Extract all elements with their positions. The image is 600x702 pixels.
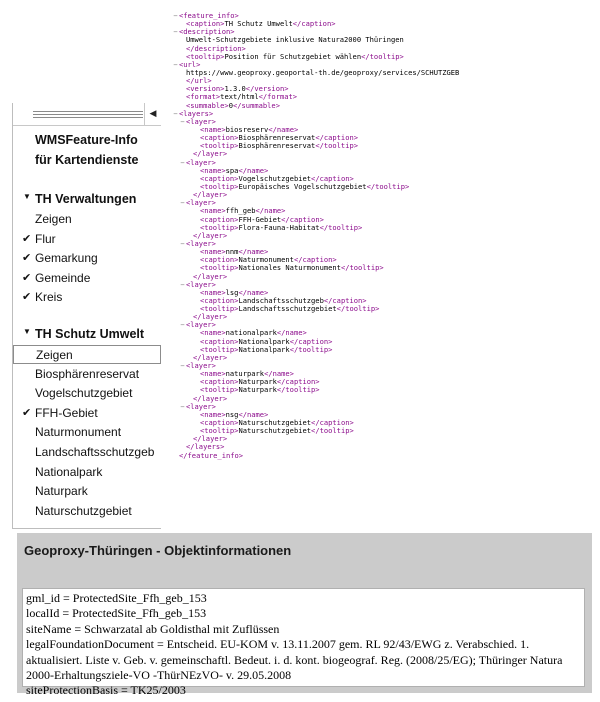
object-info-content: [22, 588, 585, 698]
xml-tag: </tooltip>: [315, 142, 359, 151]
xml-tag: </layer>: [193, 313, 228, 322]
xml-line: [172, 452, 597, 460]
xml-tag: <caption>: [200, 215, 239, 224]
xml-tag: </tooltip>: [340, 264, 384, 273]
xml-line: [172, 321, 597, 329]
xml-tag: </url>: [186, 77, 212, 86]
collapse-node-icon[interactable]: −: [180, 321, 185, 330]
xml-tag: </layer>: [193, 231, 228, 240]
xml-tag: </feature_info>: [179, 451, 244, 460]
xml-tag: </tooltip>: [361, 52, 404, 61]
xml-tag: </version>: [245, 85, 289, 94]
xml-line: [172, 20, 597, 28]
xml-text: naturpark: [225, 370, 265, 379]
xml-tag: <feature_info>: [179, 12, 239, 20]
menu-item-naturpark[interactable]: [13, 482, 161, 501]
xml-text: Flora-Fauna-Habitat: [238, 223, 320, 232]
xml-tag: <tooltip>: [200, 182, 239, 191]
xml-line: [172, 362, 597, 370]
xml-line: [172, 435, 597, 443]
xml-text: 1.3.0: [224, 85, 246, 94]
info-attribute-line: gml_id = ProtectedSite_Ffh_geb_153: [26, 591, 207, 605]
xml-line: [172, 142, 597, 150]
xml-line: [172, 167, 597, 175]
xml-line: [172, 378, 597, 386]
xml-text: Naturschutzgebiet: [238, 427, 312, 436]
xml-tag: </caption>: [276, 378, 320, 387]
xml-tag: <layer>: [186, 321, 216, 330]
menu-item-kreis[interactable]: [13, 288, 161, 307]
xml-line: [172, 338, 597, 346]
menu-item-label: Flur: [35, 231, 56, 246]
menu-item-flur[interactable]: [13, 230, 161, 249]
xml-line: [172, 216, 597, 224]
xml-tag: <caption>: [200, 337, 239, 346]
checkmark-icon: ✔: [22, 252, 32, 265]
xml-tag: <url>: [179, 60, 201, 69]
xml-line: [172, 183, 597, 191]
xml-tag: <name>: [200, 125, 226, 134]
xml-line: [172, 175, 597, 183]
xml-tag: </description>: [186, 44, 246, 53]
xml-tag: </name>: [238, 248, 269, 257]
xml-text: Vogelschutzgebiet: [238, 174, 312, 183]
xml-tag: <tooltip>: [200, 386, 239, 395]
xml-tag: <layer>: [186, 280, 216, 289]
triangle-down-icon: ▼: [23, 192, 31, 201]
menu-item-label: Biosphärenreservat: [35, 366, 140, 381]
menu-item-nationalpark[interactable]: [13, 463, 161, 482]
xml-tag: </caption>: [315, 134, 359, 143]
xml-tag: </layers>: [186, 443, 225, 452]
info-attribute-line: legalFoundationDocument = Entscheid. EU-KOM v. 13.11.2007 gem. RL 92/43/EWG z. Verabschied. 1. aktualisiert. Liste v. Geb. v. gemeinschaftl. Bedeut. i. d. kont. biogeograf. Reg. (2008/25/EG); Thüringer Natura 2000-Erhaltungsziele-VO -ThürNEzVO- v. 29.05.2008: [26, 637, 563, 683]
xml-tag: </name>: [276, 329, 307, 338]
xml-text: nationalpark: [225, 329, 277, 338]
xml-line: [172, 403, 597, 411]
menu-item-label: Naturschutzgebiet: [35, 503, 132, 518]
xml-tag: </layer>: [193, 353, 228, 362]
xml-line: [172, 85, 597, 93]
xml-tag: <caption>: [200, 256, 239, 265]
menu-item-ffh-gebiet[interactable]: [13, 404, 161, 423]
xml-text: lsg: [225, 288, 239, 297]
xml-tag: </tooltip>: [311, 427, 354, 436]
xml-text: spa: [225, 166, 239, 175]
xml-tag: </layer>: [193, 394, 228, 403]
xml-tag: </format>: [258, 93, 298, 102]
xml-line: [172, 313, 597, 321]
xml-text: ffh_geb: [225, 207, 256, 216]
menu-item-label: Gemarkung: [35, 251, 98, 266]
xml-line: [172, 370, 597, 378]
collapse-node-icon[interactable]: −: [180, 158, 185, 167]
collapse-node-icon[interactable]: −: [173, 109, 178, 118]
xml-text: Naturmonument: [238, 256, 294, 265]
layer-menu: [12, 103, 161, 529]
xml-line: [172, 28, 597, 36]
xml-text: Nationales Naturmonument: [238, 264, 341, 273]
xml-tag: </tooltip>: [276, 386, 320, 395]
xml-tag: <version>: [186, 85, 225, 94]
xml-tag: </name>: [238, 166, 269, 175]
xml-tag: </caption>: [311, 419, 354, 428]
xml-text: Biosphärenreservat: [238, 142, 316, 151]
xml-tag: <tooltip>: [200, 305, 239, 314]
xml-line: [172, 224, 597, 232]
xml-line: [172, 126, 597, 134]
checkmark-icon: ✔: [22, 271, 32, 284]
menu-item-gemarkung[interactable]: [13, 249, 161, 268]
xml-tag: <tooltip>: [200, 142, 239, 151]
xml-line: [172, 264, 597, 272]
xml-text: Nationalpark: [238, 345, 290, 354]
object-info-panel: [17, 533, 592, 698]
menu-item-label: Naturmonument: [35, 425, 122, 440]
xml-line: [172, 159, 597, 167]
collapse-node-icon[interactable]: −: [180, 402, 185, 411]
xml-line: [172, 395, 597, 403]
xml-line: [172, 354, 597, 362]
xml-tag: </layer>: [193, 272, 228, 281]
xml-tag: <name>: [200, 410, 226, 419]
menu-item-landschaftsschutzgeb[interactable]: [13, 443, 161, 462]
xml-line: [172, 53, 597, 61]
xml-line: [172, 61, 597, 69]
xml-line: [172, 297, 597, 305]
drag-grip-line[interactable]: [33, 114, 143, 115]
menu-item-zeigen[interactable]: [13, 210, 161, 229]
xml-tag: <caption>: [200, 296, 239, 305]
xml-tag: <layer>: [186, 239, 216, 248]
xml-tag: </tooltip>: [319, 223, 363, 232]
xml-tag: <layer>: [186, 158, 216, 167]
menu-item-label: Zeigen: [35, 212, 72, 226]
xml-line: [172, 110, 597, 118]
xml-tag: </summable>: [233, 101, 280, 110]
xml-tag: <layers>: [179, 109, 214, 118]
xml-tag: <name>: [200, 288, 226, 297]
xml-text: Naturpark: [238, 386, 277, 395]
menu-item-label: Kreis: [35, 290, 63, 305]
xml-text: Landschaftsschutzgeb: [238, 296, 324, 305]
xml-text: 0: [228, 101, 233, 110]
xml-text: https://www.geoproxy.geoportal-th.de/geoproxy/services/SCHUTZGEB: [186, 68, 460, 77]
xml-tag: </caption>: [289, 337, 333, 346]
xml-line: [172, 240, 597, 248]
xml-text: Position für Schutzgebiet wählen: [224, 52, 362, 61]
collapse-node-icon[interactable]: −: [173, 28, 178, 37]
xml-tag: </caption>: [311, 174, 354, 183]
collapse-node-icon[interactable]: −: [173, 60, 178, 69]
menu-item-zeigen[interactable]: [13, 345, 161, 364]
menu-item-naturschutzgebiet[interactable]: [13, 502, 161, 521]
collapse-node-icon[interactable]: −: [180, 199, 185, 208]
drag-grip-line[interactable]: [33, 111, 143, 112]
xml-line: [172, 77, 597, 85]
xml-tag: </name>: [264, 370, 294, 379]
xml-tag: <format>: [186, 93, 221, 102]
checkmark-icon: ✔: [22, 232, 32, 245]
xml-text: Europäisches Vogelschutzgebiet: [238, 182, 367, 191]
xml-tag: <tooltip>: [200, 345, 239, 354]
xml-line: [172, 256, 597, 264]
xml-tag: </layer>: [193, 191, 228, 200]
xml-line: [172, 289, 597, 297]
xml-line: [172, 443, 597, 451]
info-attribute-line: siteProtectionBasis = TK25/2003: [26, 683, 186, 698]
xml-tag: <summable>: [186, 101, 229, 110]
triangle-down-icon: ▼: [23, 327, 31, 336]
xml-tag: <tooltip>: [200, 264, 239, 273]
drag-grip-line[interactable]: [33, 117, 143, 118]
xml-text: Nationalpark: [238, 337, 290, 346]
menu-item-biosph-renreservat[interactable]: [13, 365, 161, 384]
xml-line: [172, 273, 597, 281]
xml-text: text/html: [220, 93, 259, 102]
xml-line: [172, 329, 597, 337]
xml-line: [172, 386, 597, 394]
checkmark-icon: ✔: [22, 406, 32, 419]
menu-title-line2: für Kartendienste: [35, 153, 139, 167]
group-label: TH Schutz Umwelt: [35, 327, 145, 341]
menu-item-label: FFH-Gebiet: [35, 405, 98, 420]
xml-tag: </layer>: [193, 435, 228, 444]
xml-tag: </tooltip>: [289, 345, 333, 354]
xml-line: [172, 281, 597, 289]
xml-tag: </name>: [255, 207, 286, 216]
menu-toolbar: [13, 103, 161, 126]
menu-item-label: Vogelschutzgebiet: [35, 386, 133, 401]
xml-tag: <caption>: [200, 378, 239, 387]
menu-title-line1: WMSFeature-Info: [35, 133, 138, 147]
xml-tag: <name>: [200, 248, 226, 257]
xml-tag: <name>: [200, 207, 226, 216]
checkmark-icon: ✔: [22, 291, 32, 304]
info-attribute-line: siteName = Schwarzatal ab Goldisthal mit Zuflüssen: [26, 621, 280, 636]
xml-tag: </caption>: [281, 215, 324, 224]
xml-tag: <name>: [200, 370, 226, 379]
xml-line: [172, 207, 597, 215]
xml-line: [172, 150, 597, 158]
xml-tag: </caption>: [323, 296, 367, 305]
menu-item-naturmonument[interactable]: [13, 423, 161, 442]
xml-tag: </caption>: [293, 256, 337, 265]
xml-text: nsg: [225, 410, 239, 419]
xml-line: [172, 199, 597, 207]
collapse-node-icon[interactable]: −: [180, 280, 185, 289]
xml-tag: </tooltip>: [336, 305, 380, 314]
xml-line: [172, 419, 597, 427]
xml-line: [172, 118, 597, 126]
xml-line: [172, 134, 597, 142]
group-label: TH Verwaltungen: [35, 192, 137, 206]
xml-tag: </name>: [238, 410, 269, 419]
xml-tag: <layer>: [186, 402, 216, 411]
xml-line: [172, 69, 597, 77]
xml-tag: <name>: [200, 329, 226, 338]
collapse-node-icon[interactable]: −: [180, 239, 185, 248]
xml-view: [172, 12, 597, 460]
xml-text: nnm: [225, 248, 239, 257]
xml-tag: <caption>: [186, 20, 225, 29]
xml-tag: <layer>: [186, 117, 216, 126]
collapse-node-icon[interactable]: −: [180, 362, 185, 371]
menu-item-label: Naturpark: [35, 484, 88, 499]
xml-tag: <description>: [179, 28, 235, 37]
xml-line: [172, 232, 597, 240]
xml-tag: <caption>: [200, 174, 239, 183]
xml-text: FFH-Gebiet: [238, 215, 282, 224]
xml-tag: <layer>: [186, 362, 216, 371]
menu-item-label: Landschaftsschutzgeb: [35, 445, 155, 459]
triangle-left-icon: ◀: [149, 109, 157, 119]
xml-tag: <tooltip>: [200, 223, 239, 232]
xml-line: [172, 45, 597, 53]
xml-tag: </name>: [268, 125, 299, 134]
xml-line: [172, 248, 597, 256]
xml-line: [172, 305, 597, 313]
menu-item-label: Gemeinde: [35, 270, 91, 285]
xml-line: [172, 191, 597, 199]
panel-title: Geoproxy-Thüringen - Objektinformationen: [24, 543, 292, 558]
menu-item-label: Zeigen: [36, 348, 73, 362]
xml-tag: <tooltip>: [200, 427, 239, 436]
xml-tag: </name>: [238, 288, 269, 297]
xml-tag: </caption>: [292, 20, 336, 29]
xml-line: [172, 411, 597, 419]
menu-item-vogelschutzgebiet[interactable]: [13, 384, 161, 403]
collapse-node-icon[interactable]: −: [180, 117, 185, 126]
xml-text: Umwelt-Schutzgebiete inklusive Natura2000 Thüringen: [186, 36, 404, 45]
xml-tag: </tooltip>: [366, 182, 410, 191]
menu-item-gemeinde[interactable]: [13, 269, 161, 288]
xml-text: biosreserv: [225, 125, 269, 134]
xml-tag: <name>: [200, 166, 226, 175]
xml-tag: <layer>: [186, 199, 216, 208]
xml-line: [172, 36, 597, 44]
xml-text: TH Schutz Umwelt: [224, 20, 293, 29]
menu-item-label: Nationalpark: [35, 464, 103, 479]
xml-line: [172, 102, 597, 110]
xml-text: Naturpark: [238, 378, 277, 387]
info-attribute-line: localId = ProtectedSite_Ffh_geb_153: [26, 606, 207, 621]
xml-tag: <caption>: [200, 419, 239, 428]
collapse-node-icon[interactable]: −: [173, 12, 178, 20]
xml-text: Naturschutzgebiet: [238, 419, 312, 428]
collapse-menu-button[interactable]: [144, 103, 161, 125]
xml-line: [172, 12, 597, 20]
xml-tag: <tooltip>: [186, 52, 225, 61]
xml-text: Landschaftsschutzgebiet: [238, 305, 337, 314]
xml-line: [172, 93, 597, 101]
xml-line: [172, 427, 597, 435]
xml-line: [172, 346, 597, 354]
xml-text: Biosphärenreservat: [238, 134, 316, 143]
xml-tag: <caption>: [200, 134, 239, 143]
xml-tag: </layer>: [193, 150, 228, 159]
